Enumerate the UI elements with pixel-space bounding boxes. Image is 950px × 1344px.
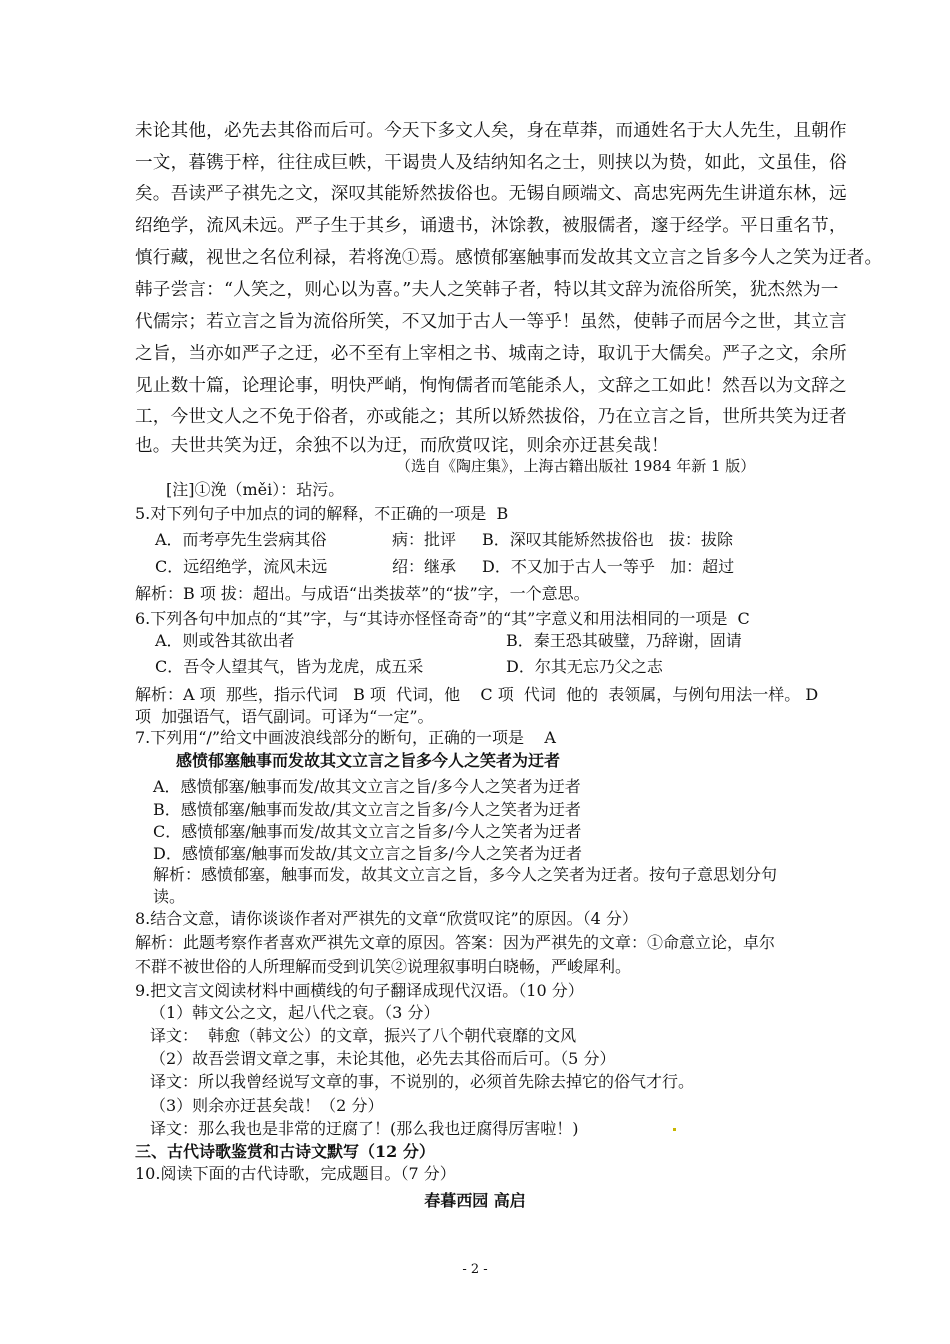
q7-analysis: 解析：感愤郁塞，触事而发，故其文立言之旨，多今人之笑者为迂者。按句子意思划分句	[153, 865, 778, 884]
passage-line: 工，今世文人之不免于俗者，亦或能之；其所以矫然拔俗，乃在立言之旨，世所共笑为迂者	[135, 407, 847, 427]
passage-line: 未论其他，必先去其俗而后可。今天下多文人矣，身在草莽，而通姓名于大人先生，且朝作	[135, 121, 847, 141]
q6-option-c: C．吾令人望其气，皆为龙虎，成五采	[155, 657, 424, 676]
q7-option-b: B．感愤郁塞/触事而发故/其文立言之旨多/今人之笑者为迂者	[153, 800, 581, 819]
q5-option-a: A．而考亭先生尝病其俗	[155, 530, 327, 549]
q5-option-b: B．深叹其能矫然拔俗也 拔：拔除	[482, 530, 734, 549]
q5-option-c-gloss: 绍：继承	[392, 557, 457, 576]
q6-stem: 6.下列各句中加点的“其”字，与“其诗亦怪怪奇奇”的“其”字意义和用法相同的一项是 C	[135, 609, 750, 628]
q5-stem: 5.对下列句子中加点的词的解释，不正确的一项是 B	[135, 504, 509, 523]
q7-option-d: D．感愤郁塞/触事而发故/其文立言之旨多/今人之笑者为迂者	[153, 844, 583, 863]
q6-analysis: 解析：A 项 那些，指示代词 B 项 代词，他 C 项 代词 他的 表领属，与例句用法一样。 D	[135, 685, 819, 704]
annotation: [注]①浼（měi）：玷污。	[166, 480, 345, 499]
page-number: - 2 -	[462, 1262, 488, 1277]
q9-translation-2: 译文：所以我曾经说写文章的事，不说别的，必须首先除去掉它的俗气才行。	[150, 1072, 695, 1091]
q9-stem: 9.把文言文阅读材料中画横线的句子翻译成现代汉语。（10 分）	[135, 981, 584, 1000]
q5-option-d: D．不又加于古人一等乎 加：超过	[482, 557, 735, 576]
passage-line: 韩子尝言：“人笑之，则心以为喜。”夫人之笑韩子者，特以其文辞为流俗所笑，犹杰然为一	[135, 280, 839, 300]
q9-sentence-2: （2）故吾尝谓文章之事，未论其他，必先去其俗而后可。（5 分）	[150, 1049, 616, 1068]
q8-analysis: 解析：此题考察作者喜欢严祺先文章的原因。答案：因为严祺先的文章：①命意立论，卓尔	[135, 933, 776, 952]
q7-analysis: 读。	[153, 887, 186, 906]
passage-line: 之旨，当亦如严子之迂，必不至有上宰相之书、城南之诗，取讥于大儒矣。严子之文，余所	[135, 344, 847, 364]
q9-translation-3: 译文：那么我也是非常的迂腐了！(那么我也迂腐得厉害啦！)	[150, 1119, 579, 1138]
source-note: （选自《陶庄集》，上海古籍出版社 1984 年新 1 版）	[396, 457, 756, 475]
q6-option-a: A．则或咎其欲出者	[155, 631, 295, 650]
q7-option-a: A．感愤郁塞/触事而发/故其文立言之旨/多今人之笑者为迂者	[153, 777, 581, 796]
q7-option-c: C．感愤郁塞/触事而发/故其文立言之旨多/今人之笑者为迂者	[153, 822, 582, 841]
section-heading: 三、古代诗歌鉴赏和古诗文默写（12 分）	[135, 1142, 435, 1161]
q7-sentence: 感愤郁塞触事而发故其文立言之旨多今人之笑者为迂者	[176, 751, 561, 770]
q9-sentence-3: （3）则余亦迂甚矣哉！（2 分）	[150, 1096, 384, 1115]
q6-analysis: 项 加强语气，语气副词。可译为“一定”。	[135, 707, 434, 726]
q8-stem: 8.结合文意，请你谈谈作者对严祺先的文章“欣赏叹诧”的原因。（4 分）	[135, 909, 638, 928]
q5-analysis: 解析：B 项 拔：超出。与成语“出类拔萃”的“拔”字，一个意思。	[135, 584, 590, 603]
q5-option-c: C．远绍绝学，流风未远	[155, 557, 328, 576]
q9-translation-1: 译文： 韩愈（韩文公）的文章，振兴了八个朝代衰靡的文风	[150, 1026, 577, 1045]
poem-title: 春暮西园 高启	[424, 1191, 526, 1210]
q9-sentence-1: （1）韩文公之文，起八代之衰。（3 分）	[150, 1003, 440, 1022]
q7-stem: 7.下列用“/”给文中画波浪线部分的断句，正确的一项是 A	[135, 728, 556, 747]
q5-option-a-gloss: 病：批评	[392, 530, 457, 549]
q6-option-b: B．秦王恐其破璧，乃辞谢，固请	[506, 631, 742, 650]
q8-analysis: 不群不被世俗的人所理解而受到讥笑②说理叙事明白晓畅，严峻犀利。	[135, 957, 632, 976]
passage-line: 绍绝学，流风未远。严子生于其乡，诵遗书，沐馀教，被服儒者，邃于经学。平日重名节，	[135, 216, 847, 236]
passage-line: 矣。吾读严子祺先之文，深叹其能矫然拔俗也。无锡自顾端文、高忠宪两先生讲道东林，远	[135, 184, 847, 204]
q6-option-d: D．尔其无忘乃父之志	[506, 657, 663, 676]
passage-line: 一文，暮镌于梓，往往成巨帙，干谒贵人及结纳知名之士，则挟以为贽，如此，文虽佳，俗	[135, 153, 847, 173]
highlight-mark	[673, 1128, 676, 1131]
passage-line: 慎行藏，视世之名位利禄，若将浼①焉。感愤郁塞触事而发故其文立言之旨多今人之笑为迂者。	[135, 248, 883, 268]
passage-line: 见止数十篇，论理论事，明快严峭，恂恂儒者而笔能杀人，文辞之工如此！然吾以为文辞之	[135, 376, 847, 396]
q10-stem: 10.阅读下面的古代诗歌，完成题目。（7 分）	[135, 1164, 456, 1183]
passage-line: 也。夫世共笑为迂，余独不以为迂，而欣赏叹诧，则余亦迂甚矣哉！	[135, 436, 669, 456]
passage-line: 代儒宗；若立言之旨为流俗所笑，不又加于古人一等乎！虽然，使韩子而居今之世，其立言	[135, 312, 847, 332]
